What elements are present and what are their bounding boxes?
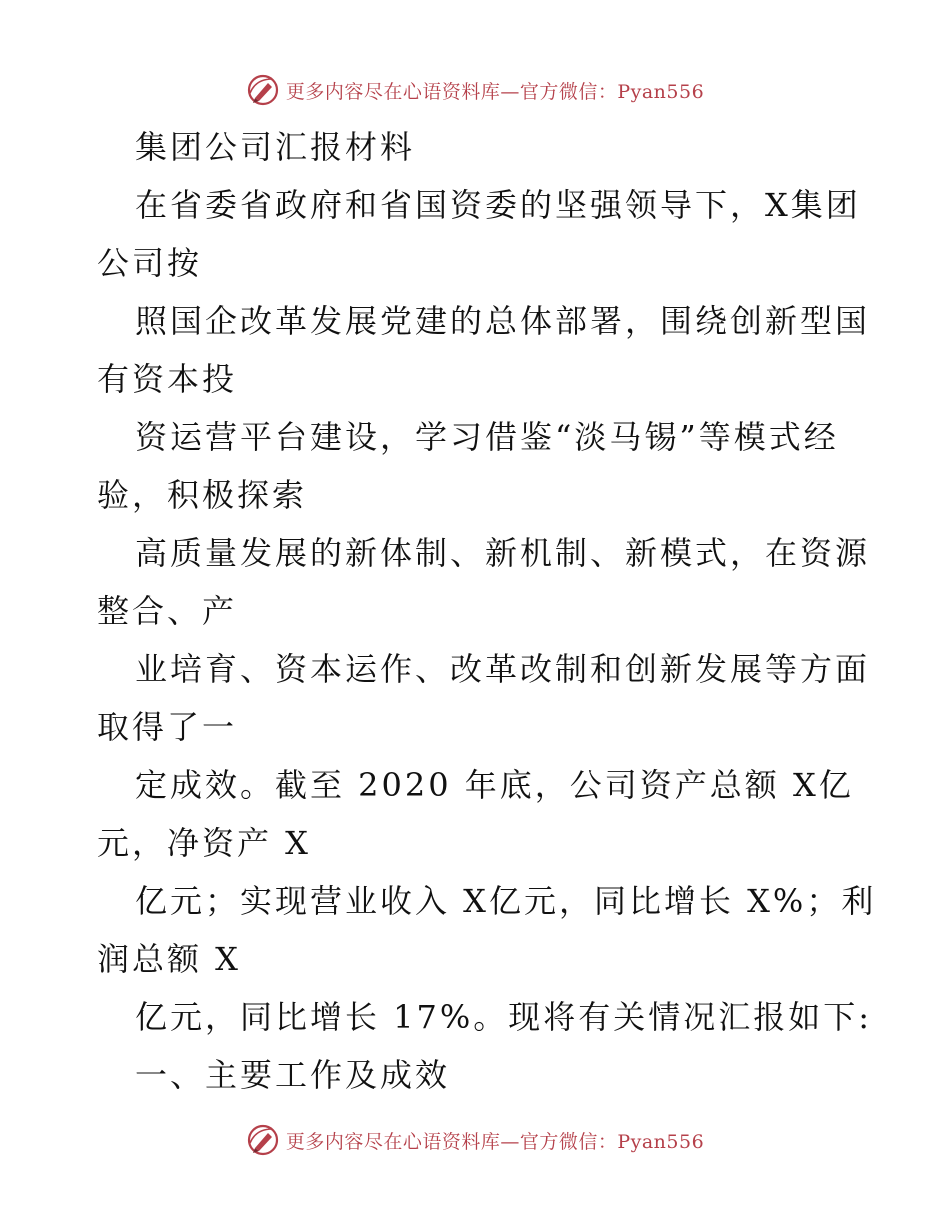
watermark-text: 更多内容尽在心语资料库—官方微信：Pyan556 [285, 1130, 705, 1153]
section-heading: 一、主要工作及成效 [135, 1056, 451, 1094]
paragraph-line: 有资本投 [97, 360, 238, 398]
document-body [97, 118, 877, 1104]
paragraph-line: 照国企改革发展党建的总体部署，围绕创新型国 [135, 302, 871, 340]
paragraph-line: 取得了一 [97, 708, 238, 746]
paragraph-line: 公司按 [97, 244, 203, 282]
paragraph-line: 定成效。截至 2020 年底，公司资产总额 X亿 [135, 766, 854, 804]
paragraph-line: 亿元，同比增长 17%。现将有关情况汇报如下: [135, 998, 873, 1036]
paragraph-line: 高质量发展的新体制、新机制、新模式，在资源 [135, 534, 871, 572]
paragraph-line: 润总额 X [97, 940, 241, 978]
paragraph-line: 验，积极探索 [97, 476, 308, 514]
pen-logo-icon [246, 1123, 280, 1157]
paragraph-line: 在省委省政府和省国资委的坚强领导下，X集团 [135, 186, 861, 224]
paragraph-line: 资运营平台建设，学习借鉴“淡马锡”等模式经 [135, 418, 839, 456]
paragraph-line: 元，净资产 X [97, 824, 311, 862]
paragraph-line: 亿元；实现营业收入 X亿元，同比增长 X%；利 [135, 882, 877, 920]
watermark-text: 更多内容尽在心语资料库—官方微信：Pyan556 [285, 80, 705, 103]
document-title: 集团公司汇报材料 [135, 128, 416, 166]
paragraph-line: 整合、产 [97, 592, 238, 630]
paragraph-line: 业培育、资本运作、改革改制和创新发展等方面 [135, 650, 871, 688]
pen-logo-icon [246, 73, 280, 107]
footer-watermark [0, 1120, 950, 1160]
header-watermark [0, 70, 950, 110]
